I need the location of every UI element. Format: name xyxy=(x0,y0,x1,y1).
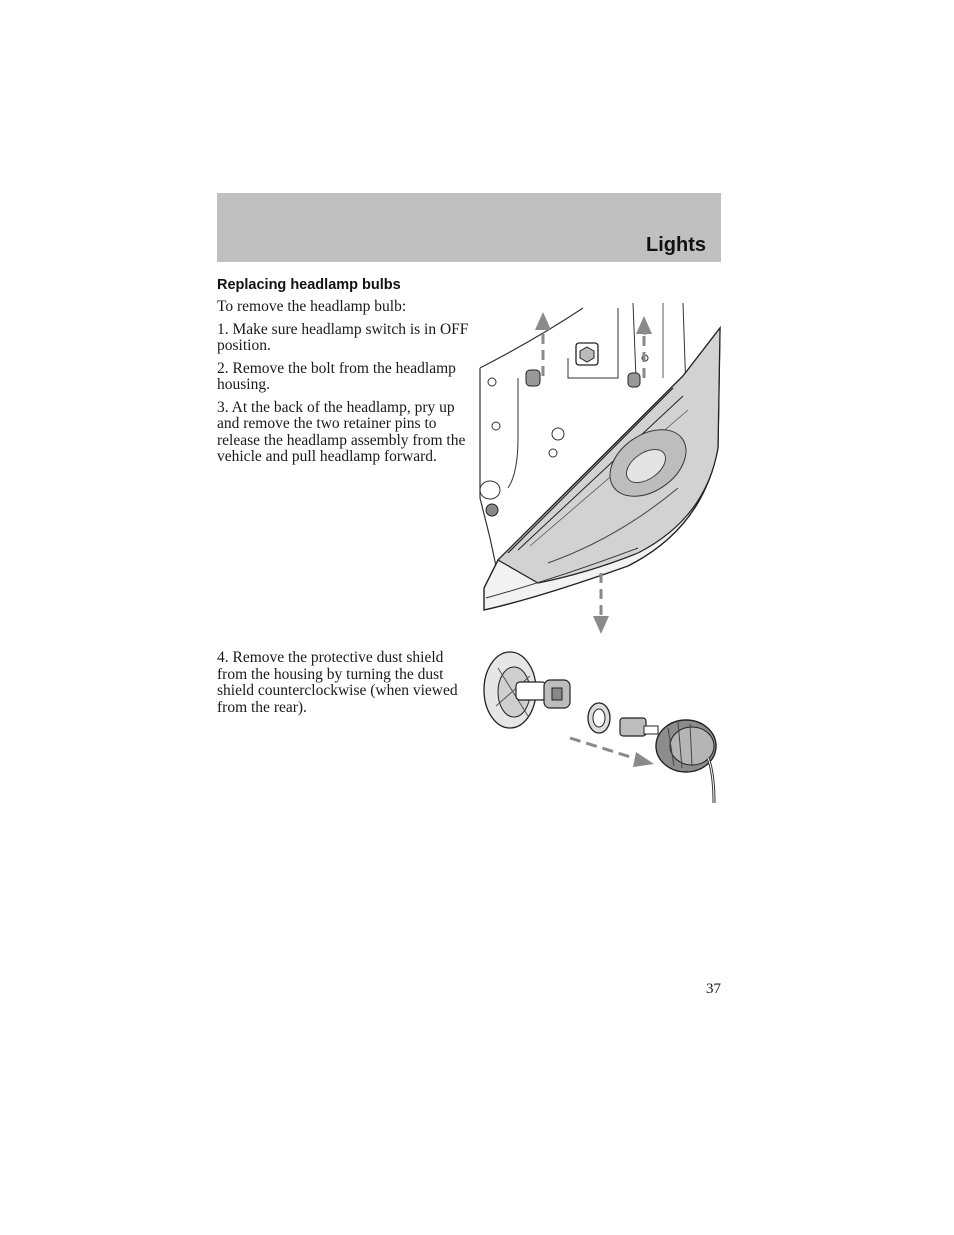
dust-shield-removal-illustration xyxy=(478,648,723,808)
section-heading: Replacing headlamp bulbs xyxy=(217,277,401,293)
intro-text: To remove the headlamp bulb: xyxy=(217,298,407,315)
step-1: 1. Make sure headlamp switch is in OFF position. xyxy=(217,320,469,354)
section-header-band xyxy=(217,193,721,262)
step-4: 4. Remove the protective dust shield from the housing by turning the dust shield counterclockwise (when viewed from the rear). xyxy=(217,649,458,716)
step-2: 2. Remove the bolt from the headlamp housing. xyxy=(217,359,456,393)
page-number: 37 xyxy=(706,981,721,997)
step-3: 3. At the back of the headlamp, pry up and remove the two retainer pins to release the headlamp assembly from the vehicle and pull headlamp forward. xyxy=(217,398,466,465)
instructions-block-1 xyxy=(217,299,475,472)
section-title: Lights xyxy=(646,234,706,256)
headlamp-removal-illustration xyxy=(478,298,723,638)
instructions-block-2 xyxy=(217,650,475,722)
